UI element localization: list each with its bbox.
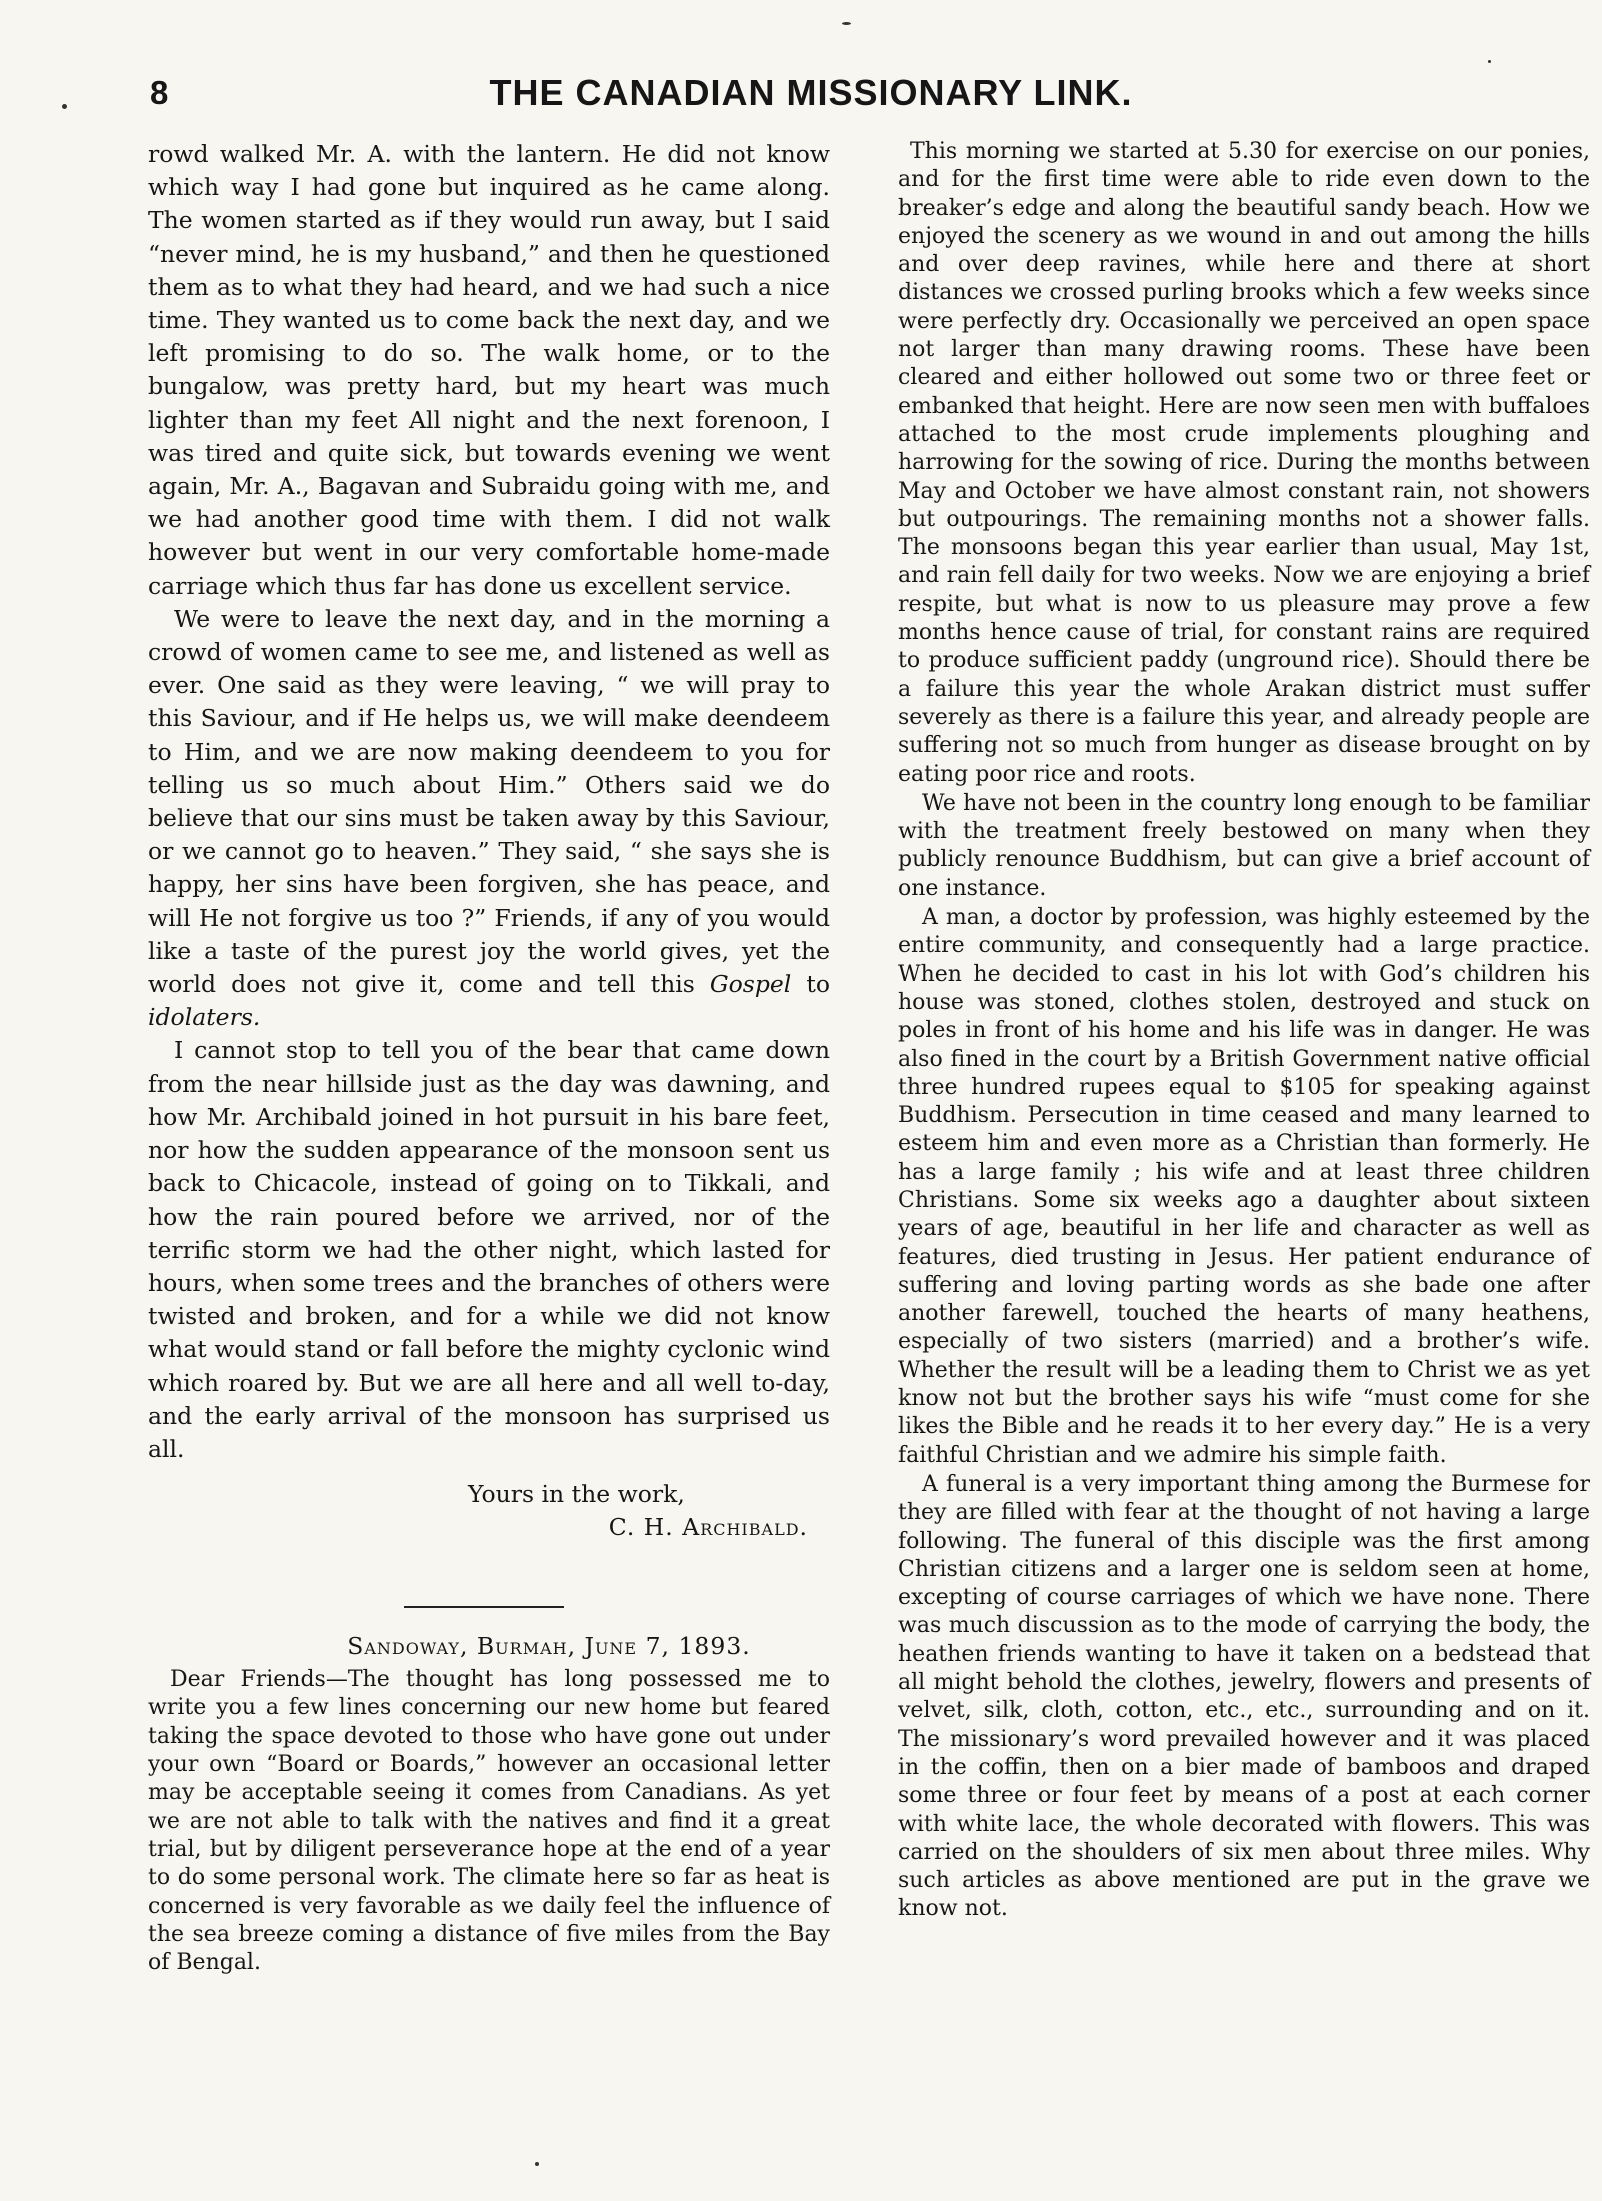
paragraph: We have not been in the country long enough to be familiar with the treatment freely bestowed on many when they publicly renounce Buddhism, but can give a brief account of one instance. (898, 790, 1590, 901)
dateline: Sandoway, Burmah, June 7, 1893. (347, 1632, 751, 1661)
paragraph: I cannot stop to tell you of the bear that came down from the near hillside just as the day was dawning, and how Mr. Archibald joined in hot pursuit in his bare feet, nor how the sudden appearance of the monsoon sent us back to Chicacole, instead of going on to Tikkali, and how the rain poured before we arrived, nor of the terrific storm we had the other night, which lasted for hours, when some trees and the branches of others were twisted and broken, and for a while we did not know what would stand or fall before the mighty cyclonic wind which roared by. But we are all here and all well to-day, and the early arrival of the monsoon has surprised us all. (148, 1036, 830, 1463)
paragraph-text: We were to leave the next day, and in the morning a crowd of women came to see me, and listened as well as ever. One said as they were leaving, “ we will pray to this Saviour, and if He helps us, we will make deendeem to Him, and we are now making deendeem to you for telling us so much about Him.” Others said we do believe that our sins must be taken away by this Saviour, or we cannot go to heaven.” They said, “ she says she is happy, her sins have been forgiven, she has peace, and will He not forgive us too ?” Friends, if any of you would like a taste of the purest joy the world gives, yet the world does not give it, come and tell this (148, 604, 830, 999)
publication-title: THE CANADIAN MISSIONARY LINK. (489, 72, 1133, 113)
paragraph: Dear Friends—The thought has long possessed me to write you a few lines concerning our new home but feared taking the space devoted to those who have gone out under your own “Board or Boards,” however an occasional letter may be acceptable seeing it comes from Canadians. As yet we are not able to talk with the natives and find it a great trial, but by diligent perseverance hope at the end of a year to do some personal work. The climate here so far as heat is concerned is very favorable as we daily feel the influence of the sea breeze coming a distance of five miles from the Bay of Bengal. (148, 1667, 830, 1976)
italic-word: idolaters. (148, 1003, 261, 1032)
paragraph: rowd walked Mr. A. with the lantern. He did not know which way I had gone but inquired as he came along. The women started as if they would run away, but I said “never mind, he is my husband,” and then he questioned them as to what they had heard, and we had such a nice time. They wanted us to come back the next day, and we left promising to do so. The walk home, or to the bungalow, was pretty hard, but my heart was much lighter than my feet All night and the next forenoon, I was tired and quite sick, but towards evening we went again, Mr. A., Bagavan and Subraidu going with me, and we had another good time with them. I did not walk however but went in our very comfortable home-made carriage which thus far has done us excellent service. (148, 140, 830, 600)
page-number: 8 (150, 74, 169, 111)
section-divider (404, 1606, 564, 1608)
print-speck (842, 22, 851, 25)
sandoway-letter-start (148, 1666, 830, 1977)
paragraph: A man, a doctor by profession, was highly esteemed by the entire community, and consequently had a large practice. When he decided to cast in his lot with God’s children his house was stoned, clothes stolen, destroyed and stuck on poles in front of his home and his life was in danger. He was also fined in the court by a British Government native official three hundred rupees equal to $105 for speaking against Buddhism. Persecution in time ceased and many learned to esteem him and even more as a Christian than formerly. He has a large family ; his wife and at least three children Christians. Some six weeks ago a daughter about sixteen years of age, beautiful in her life and character as well as features, died trusting in Jesus. Her patient endurance of suffering and loving parting words as she bade one after another farewell, touched the hearts of many heathens, especially of two sisters (married) and a brother’s wife. Whether the result will be a leading them to Christ we as yet know not but the brother says his wife “must come for she likes the Bible and he reads it to her every day.” He is a very faithful Christian and we admire his simple faith. (898, 905, 1590, 1468)
archibald-letter-end (148, 138, 830, 1466)
print-speck (535, 2162, 539, 2166)
connector-word: to (791, 970, 830, 999)
closing-line: Yours in the work, (468, 1480, 685, 1509)
left-column (148, 138, 830, 1977)
right-column (898, 138, 1590, 1924)
print-speck (62, 104, 67, 109)
paragraph: A funeral is a very important thing among the Burmese for they are filled with fear at the thought of not having a large following. The funeral of this disciple was the first among Christian citizens and a larger one is seldom seen at home, excepting of course carriages of which we have none. There was much discussion as to the mode of carrying the body, the heathen friends wanting to have it taken on a bedstead that all might behold the clothes, jewelry, flowers and presents of velvet, silk, cloth, cotton, etc., etc., surrounding and on it. The missionary’s word prevailed however and it was placed in the coffin, then on a bier made of bamboos and draped some three or four feet by means of a post at each corner with white lace, the whole decorated with flowers. This was carried on the shoulders of six men about three miles. Why such articles as above mentioned are put in the grave we know not. (898, 1471, 1590, 1922)
page-header (150, 72, 1472, 132)
letter-closing (148, 1478, 830, 1544)
italic-word: Gospel (709, 970, 792, 999)
print-speck (1488, 60, 1491, 63)
signature: C. H. Archibald. (608, 1513, 808, 1542)
paragraph (148, 603, 830, 1035)
paragraph: This morning we started at 5.30 for exercise on our ponies, and for the first time were able to ride even down to the breaker’s edge and along the beautiful sandy beach. How we enjoyed the scenery as we wound in and out among the hills and over deep ravines, while here and there at short distances we crossed purling brooks which a few weeks since were perfectly dry. Occasionally we perceived an open space not larger than many drawing rooms. These have been cleared and either hollowed out some two or three feet or embanked that height. Here are now seen men with buffaloes attached to the most crude implements ploughing and harrowing for the sowing of rice. During the months between May and October we have almost constant rain, not showers but outpourings. The remaining months not a shower falls. The monsoons began this year earlier than usual, May 1st, and rain fell daily for two weeks. Now we are enjoying a brief respite, but what is now to us pleasure may prove a few months hence cause of trial, for constant rains are required to produce sufficient paddy (unground rice). Should there be a failure this year the whole Arakan district must suffer severely as there is a failure this year, and already people are suffering not so much from hunger as disease brought on by eating poor rice and roots. (898, 139, 1590, 787)
